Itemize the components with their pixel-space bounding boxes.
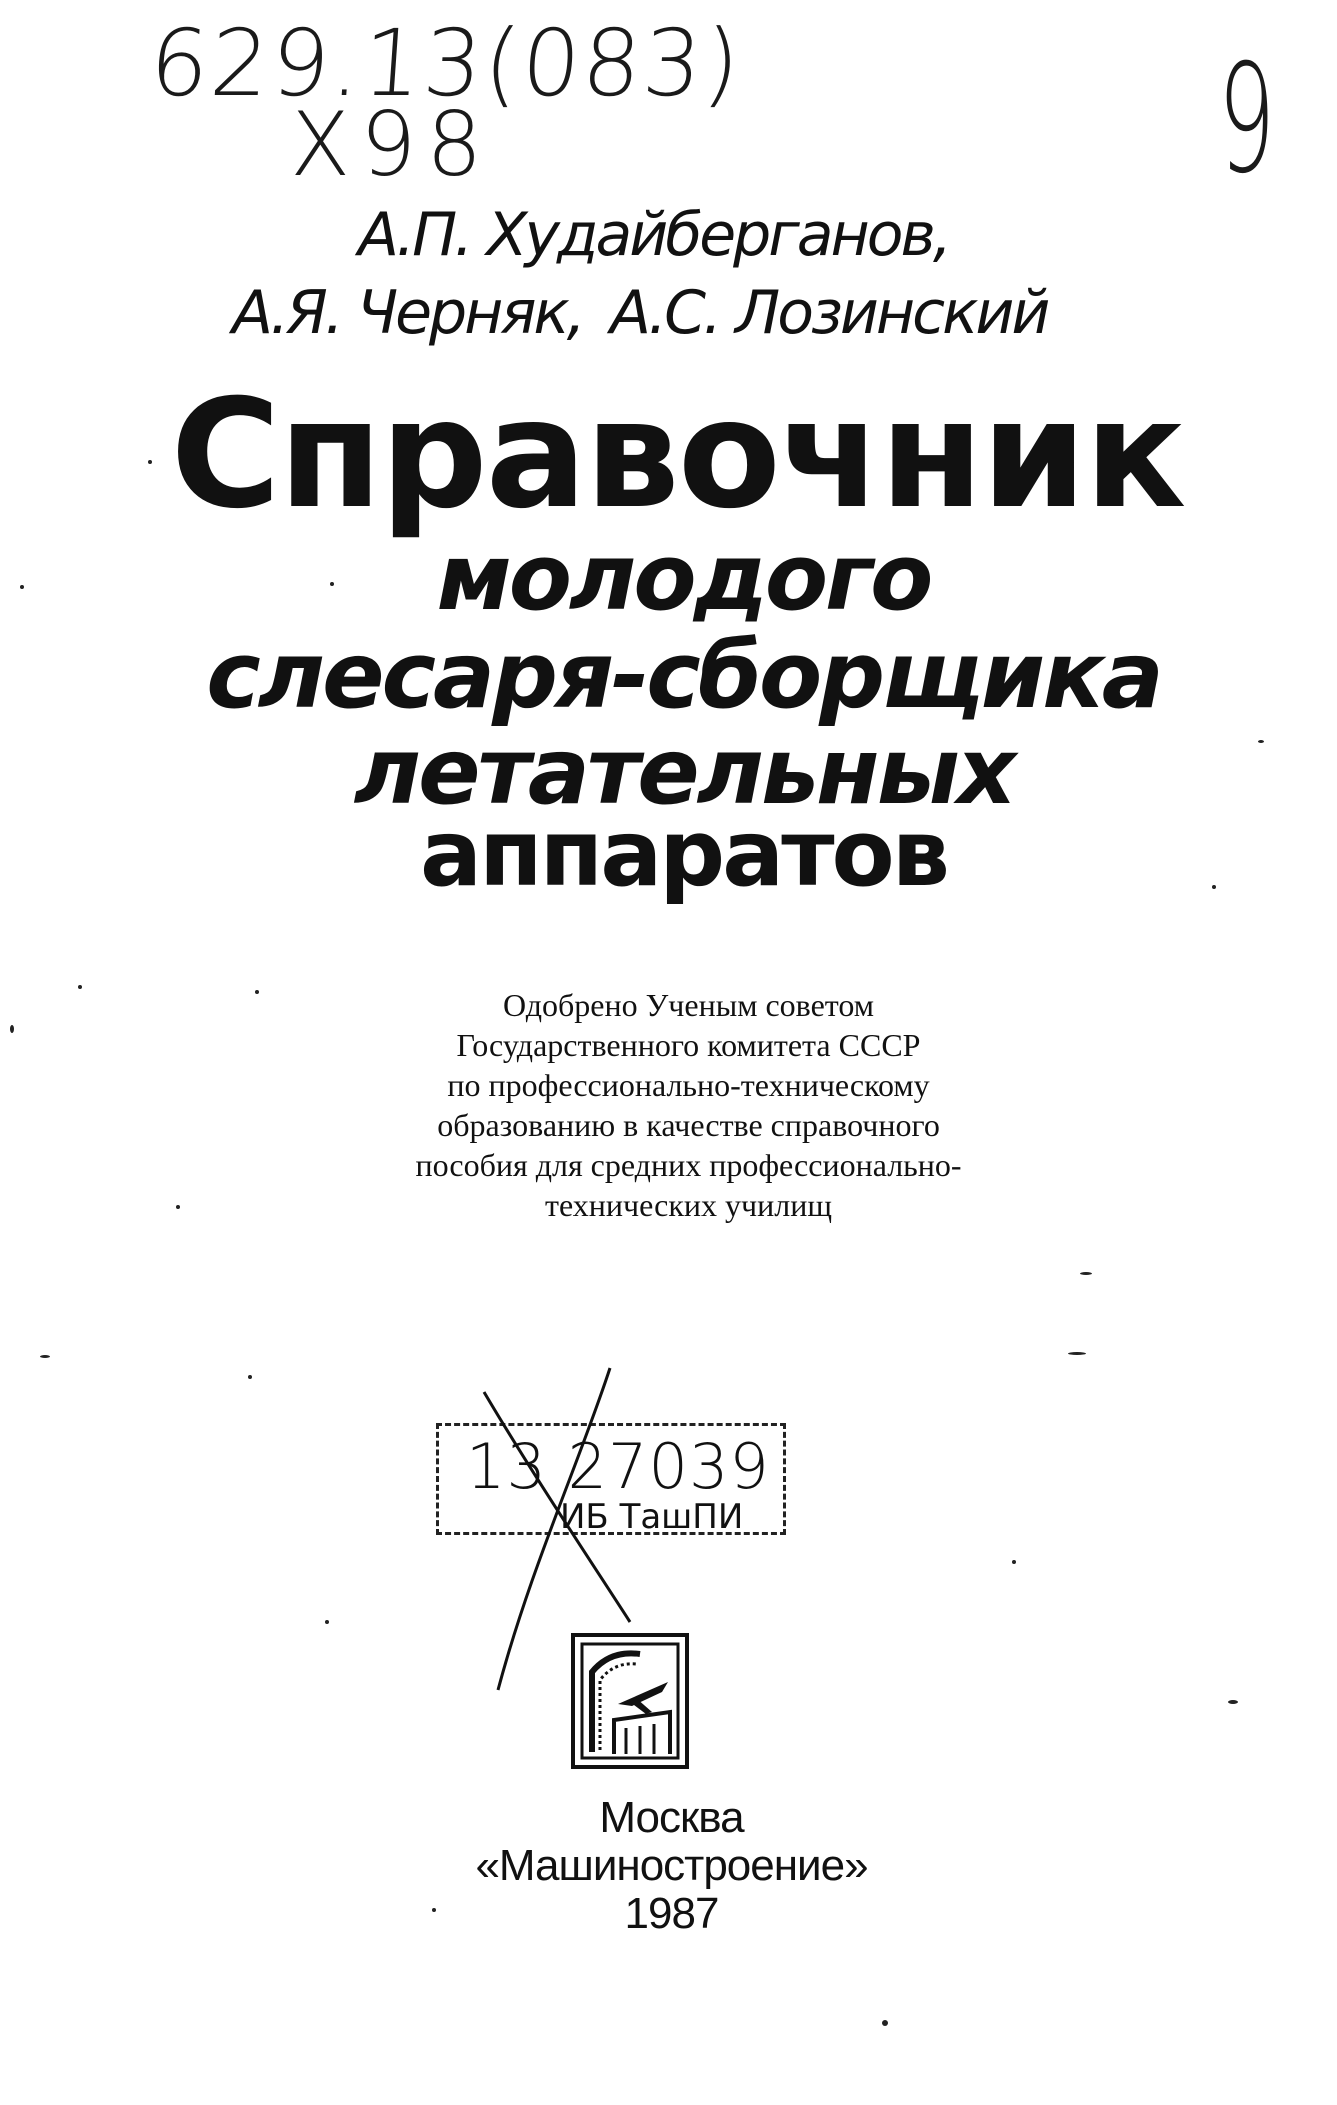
scan-speck: [1012, 1560, 1016, 1564]
scan-speck: [1080, 1272, 1092, 1275]
imprint-city: Москва: [599, 1793, 744, 1842]
approval-text-line: пособия для средних профессионально-: [415, 1147, 962, 1183]
scan-speck: [882, 2020, 888, 2026]
book-title-line: слесаря-сборщика: [206, 622, 1161, 729]
book-title-main: Справочник: [170, 368, 1185, 542]
book-title-line: летательных: [353, 718, 1014, 825]
scan-speck: [1228, 1700, 1238, 1704]
scan-speck: [325, 1620, 329, 1624]
scan-speck: [255, 990, 259, 994]
scan-speck: [176, 1205, 180, 1209]
approval-text-line: Государственного комитета СССР: [456, 1027, 921, 1063]
imprint-year: 1987: [624, 1889, 719, 1938]
publisher-logo: [570, 1632, 690, 1770]
stamp-inventory-number: 13 27039: [466, 1430, 770, 1503]
book-title-line: аппаратов: [420, 800, 947, 907]
author-chernyak: А.Я. Черняк,: [232, 278, 583, 348]
scan-speck: [330, 582, 334, 586]
scan-speck: [20, 585, 24, 589]
author-khudaiberganov: А.П. Худайберганов,: [358, 200, 949, 270]
scan-speck: [78, 985, 82, 989]
scan-speck: [1212, 885, 1216, 889]
approval-text-line: образованию в качестве справочного: [437, 1107, 940, 1143]
scan-speck: [148, 460, 152, 464]
scan-speck: [432, 1908, 436, 1912]
stamp-library-name: ИБ ТашПИ: [560, 1497, 744, 1537]
approval-text-line: Одобрено Ученым советом: [503, 987, 874, 1023]
approval-text-line: технических училищ: [545, 1187, 832, 1223]
margin-handwritten-mark: 9: [1218, 33, 1277, 207]
scan-speck: [10, 1025, 14, 1033]
book-title-line: молодого: [436, 524, 931, 631]
author-lozinsky: А.С. Лозинский: [610, 278, 1048, 348]
scan-speck: [1068, 1352, 1086, 1355]
imprint-publisher: «Машиностроение»: [475, 1841, 868, 1890]
scan-speck: [248, 1375, 252, 1379]
scan-speck: [1258, 740, 1264, 743]
shelf-mark: X98: [290, 93, 493, 196]
udc-classification-code: 629.13(083): [146, 10, 746, 117]
approval-text-line: по профессионально-техническому: [447, 1067, 930, 1103]
scan-speck: [40, 1355, 50, 1358]
